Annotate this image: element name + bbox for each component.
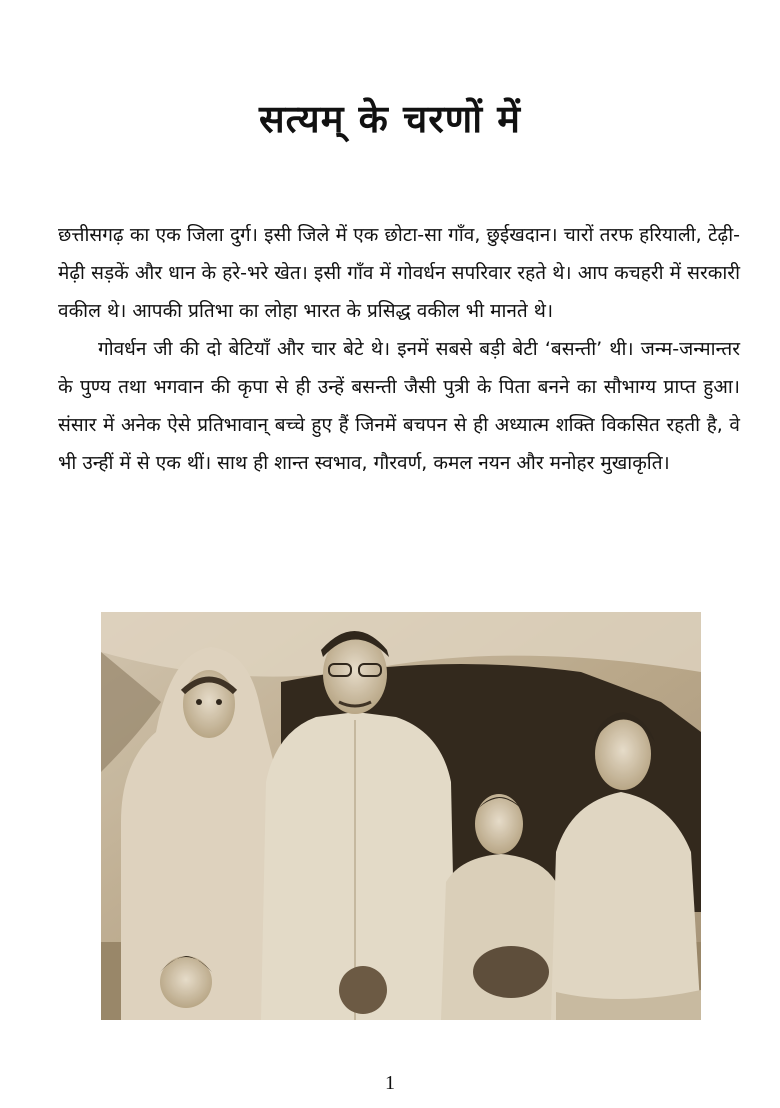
page-title: सत्यम् के चरणों में — [258, 97, 522, 141]
page-number: 1 — [385, 1072, 395, 1094]
body-text — [58, 216, 740, 482]
paragraph-1: छत्तीसगढ़ का एक जिला दुर्ग। इसी जिले में एक छोटा-सा गाँव, छुईखदान। चारों तरफ हरियाली, टेढ़ी-मेढ़ी सड़कें और धान के हरे-भरे खेत। इसी गाँव में गोवर्धन सपरिवार रहते थे। आप कचहरी में सरकारी वकील थे। आपकी प्रतिभा का लोहा भारत के प्रसिद्ध वकील भी मानते थे। — [58, 224, 740, 322]
paragraph-2: गोवर्धन जी की दो बेटियाँ और चार बेटे थे। इनमें सबसे बड़ी बेटी ‘बसन्ती’ थी। जन्म-जन्मान्तर के पुण्य तथा भगवान की कृपा से ही उन्हें बसन्ती जैसी पुत्री के पिता बनने का सौभाग्य प्राप्त हुआ। संसार में अनेक ऐसे प्रतिभावान् बच्चे हुए हैं जिनमें बचपन से ही अध्यात्म शक्ति विकसित रहती है, वे भी उन्हीं में से एक थीं। साथ ही शान्त स्वभाव, गौरवर्ण, कमल नयन और मनोहर मुखाकृति। — [58, 338, 740, 474]
family-photograph — [101, 612, 701, 1020]
family-photograph-image — [101, 612, 701, 1020]
